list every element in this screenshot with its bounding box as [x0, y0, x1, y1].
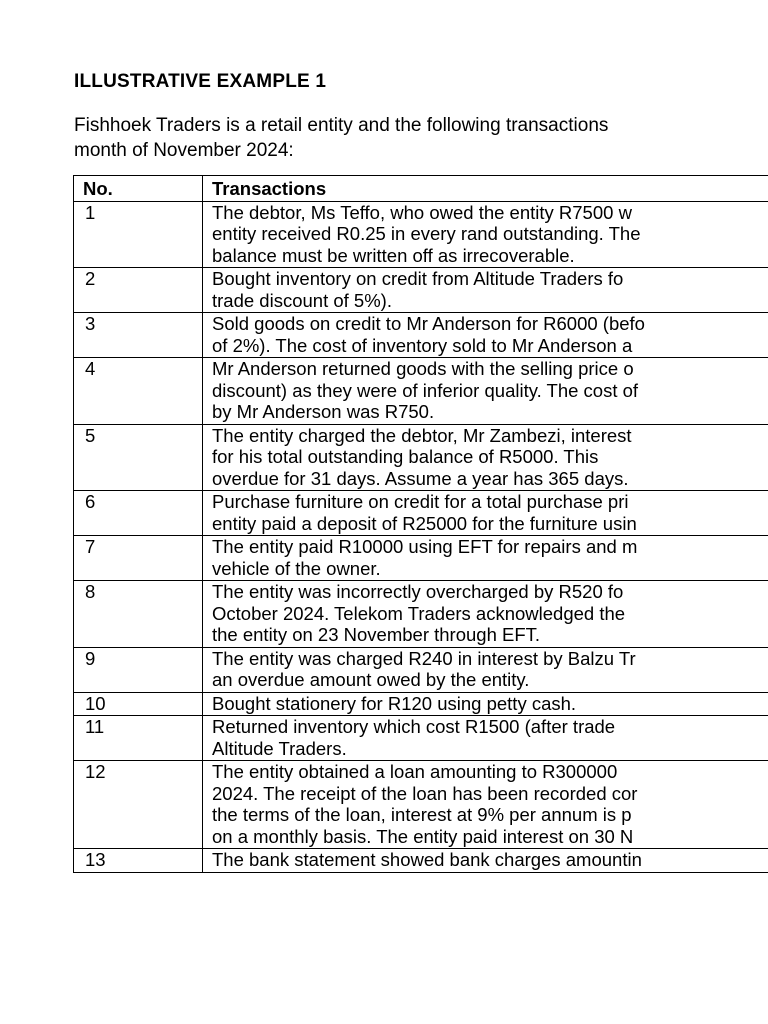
- transaction-description: [203, 647, 768, 692]
- column-header-no: No.: [74, 176, 203, 202]
- table-row: [74, 647, 768, 692]
- table-row: [74, 581, 768, 648]
- transaction-line: The entity obtained a loan amounting to R300000: [212, 761, 618, 782]
- transaction-description: [203, 358, 768, 425]
- transaction-description: [203, 424, 768, 491]
- transaction-line: Bought stationery for R120 using petty cash.: [212, 692, 577, 714]
- transaction-line: overdue for 31 days. Assume a year has 365 days.: [212, 467, 629, 489]
- transaction-number: 3: [74, 313, 203, 358]
- table-row: [74, 849, 768, 873]
- transaction-line: on a monthly basis. The entity paid interest on 30 N: [212, 825, 634, 847]
- transaction-number: 2: [74, 268, 203, 313]
- table-row: [74, 761, 768, 849]
- transaction-line: for his total outstanding balance of R5000. This: [212, 446, 599, 467]
- table-row: [74, 313, 768, 358]
- transaction-description: [203, 716, 768, 761]
- transaction-number: 11: [74, 716, 203, 761]
- intro-paragraph: [74, 113, 608, 163]
- column-header-transactions: Transactions: [203, 176, 768, 202]
- transaction-line: the terms of the loan, interest at 9% per annum is p: [212, 804, 632, 825]
- transaction-number: 6: [74, 491, 203, 536]
- transaction-description: [203, 581, 768, 648]
- transaction-line: Sold goods on credit to Mr Anderson for R6000 (befo: [212, 313, 645, 334]
- table-row: [74, 268, 768, 313]
- transaction-line: The entity paid R10000 using EFT for repairs and m: [212, 536, 638, 557]
- transaction-line: Purchase furniture on credit for a total purchase pri: [212, 491, 629, 512]
- transaction-number: 8: [74, 581, 203, 648]
- transaction-number: 4: [74, 358, 203, 425]
- transaction-line: The entity charged the debtor, Mr Zambezi, interest: [212, 424, 632, 446]
- intro-line: month of November 2024:: [74, 140, 294, 161]
- table-row: [74, 536, 768, 581]
- transaction-line: October 2024. Telekom Traders acknowledged the: [212, 602, 626, 624]
- transactions-table: [73, 175, 768, 873]
- transaction-description: [203, 268, 768, 313]
- example-heading: ILLUSTRATIVE EXAMPLE 1: [74, 71, 327, 92]
- transaction-line: Bought inventory on credit from Altitude Traders fo: [212, 268, 624, 289]
- transaction-line: trade discount of 5%).: [212, 289, 392, 311]
- transaction-number: 13: [74, 849, 203, 873]
- transaction-line: of 2%). The cost of inventory sold to Mr Anderson a: [212, 334, 633, 356]
- table-row: [74, 491, 768, 536]
- transaction-line: The debtor, Ms Teffo, who owed the entity R7500 w: [212, 201, 632, 223]
- transaction-line: Returned inventory which cost R1500 (after trade: [212, 716, 616, 737]
- transaction-number: 5: [74, 424, 203, 491]
- transaction-description: [203, 201, 768, 268]
- table-row: [74, 692, 768, 716]
- transaction-description: [203, 692, 768, 716]
- transaction-line: Mr Anderson returned goods with the selling price o: [212, 358, 634, 379]
- transaction-description: [203, 761, 768, 849]
- table-row: [74, 716, 768, 761]
- transaction-line: discount) as they were of inferior quality. The cost of: [212, 379, 639, 401]
- transaction-description: [203, 849, 768, 873]
- table-header-row: [74, 176, 768, 202]
- transaction-number: 12: [74, 761, 203, 849]
- transaction-description: [203, 491, 768, 536]
- table-row: [74, 358, 768, 425]
- transaction-line: The entity was incorrectly overcharged by R520 fo: [212, 581, 624, 602]
- table-row: [74, 201, 768, 268]
- transaction-description: [203, 313, 768, 358]
- transaction-description: [203, 536, 768, 581]
- transaction-number: 9: [74, 647, 203, 692]
- transaction-line: 2024. The receipt of the loan has been recorded cor: [212, 782, 638, 804]
- transaction-line: vehicle of the owner.: [212, 557, 381, 579]
- transactions-body: [74, 201, 768, 872]
- transaction-number: 7: [74, 536, 203, 581]
- transaction-line: balance must be written off as irrecoverable.: [212, 244, 575, 266]
- transaction-line: an overdue amount owed by the entity.: [212, 669, 530, 690]
- intro-line: Fishhoek Traders is a retail entity and the following transactions: [74, 115, 609, 136]
- transaction-line: The entity was charged R240 in interest by Balzu Tr: [212, 647, 636, 669]
- transaction-line: the entity on 23 November through EFT.: [212, 624, 541, 645]
- transaction-line: entity paid a deposit of R25000 for the furniture usin: [212, 512, 637, 534]
- transaction-number: 10: [74, 692, 203, 716]
- table-row: [74, 424, 768, 491]
- transaction-line: by Mr Anderson was R750.: [212, 401, 435, 422]
- transaction-line: Altitude Traders.: [212, 737, 347, 759]
- transaction-number: 1: [74, 201, 203, 268]
- transaction-line: The bank statement showed bank charges amountin: [212, 849, 642, 870]
- transaction-line: entity received R0.25 in every rand outstanding. The: [212, 223, 641, 244]
